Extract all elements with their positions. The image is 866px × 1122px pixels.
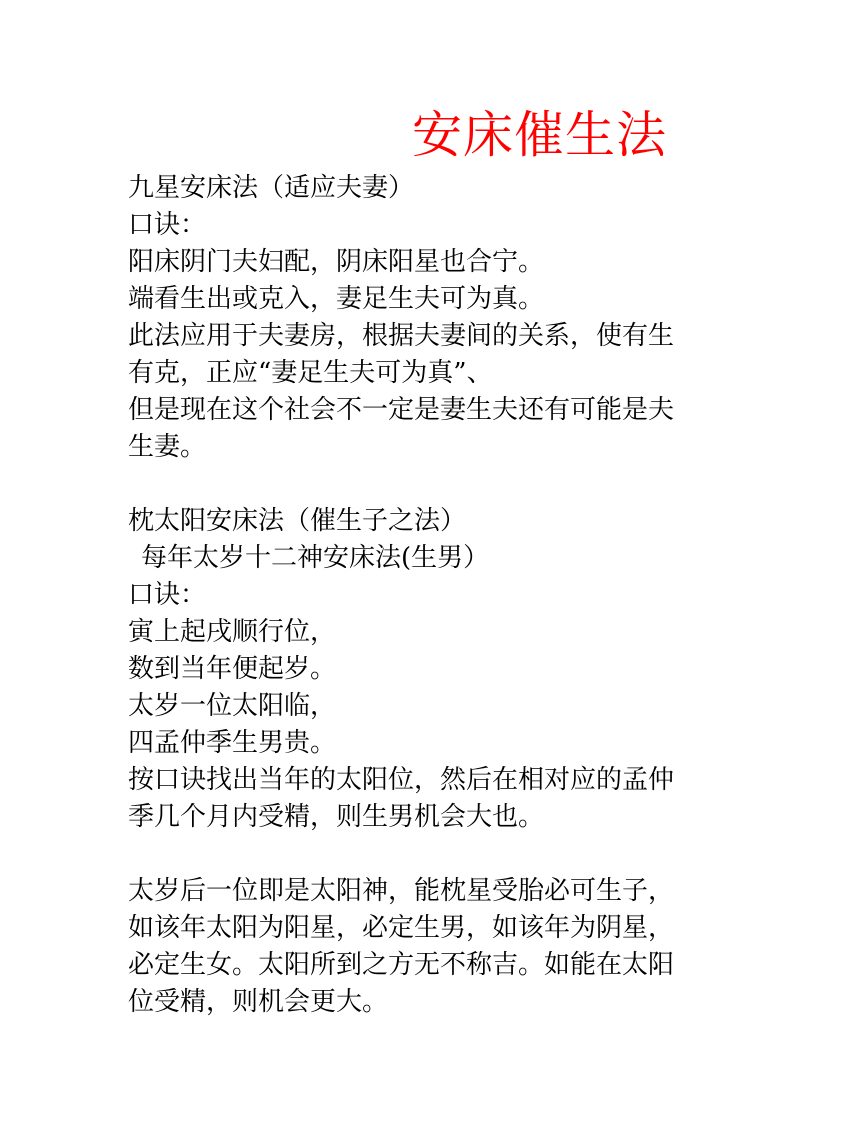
blank-line	[128, 836, 728, 873]
paragraph-line: 太岁后一位即是太阳神，能枕星受胎必可生子，	[128, 876, 675, 906]
paragraph-line: 有克，正应“妻足生夫可为真”、	[128, 358, 493, 388]
paragraph-line: 位受精，则机会更大。	[128, 987, 389, 1017]
verse-line: 四孟仲季生男贵。	[128, 728, 337, 758]
paragraph-line: 季几个月内受精，则生男机会大也。	[128, 802, 545, 832]
paragraph-line: 如该年太阳为阳星，必定生男，如该年为阴星，	[128, 913, 675, 943]
subheading-twelve-gods: 每年太岁十二神安床法(生男）	[141, 543, 490, 573]
paragraph-line: 按口诀找出当年的太阳位，然后在相对应的孟仲	[128, 765, 675, 795]
section-heading-sun-pillow: 枕太阳安床法（催生子之法）	[128, 506, 467, 536]
paragraph-line: 但是现在这个社会不一定是妻生夫还有可能是夫	[128, 395, 675, 425]
document-body	[128, 170, 728, 1021]
verse-line: 端看生出或克入，妻足生夫可为真。	[128, 284, 545, 314]
paragraph-line: 必定生女。太阳所到之方无不称吉。如能在太阳	[128, 950, 675, 980]
verse-line: 太岁一位太阳临，	[128, 691, 337, 721]
verse-label: 口诀：	[128, 580, 207, 610]
document-title: 安床催生法	[412, 106, 667, 164]
verse-label: 口诀：	[128, 210, 207, 240]
paragraph-line: 生妻。	[128, 432, 207, 462]
verse-line: 阳床阴门夫妇配，阴床阳星也合宁。	[128, 247, 545, 277]
section-heading-nine-star: 九星安床法（适应夫妻）	[128, 173, 415, 203]
verse-line: 寅上起戌顺行位，	[128, 617, 337, 647]
blank-line	[128, 466, 728, 503]
verse-line: 数到当年便起岁。	[128, 654, 337, 684]
paragraph-line: 此法应用于夫妻房，根据夫妻间的关系，使有生	[128, 321, 675, 351]
